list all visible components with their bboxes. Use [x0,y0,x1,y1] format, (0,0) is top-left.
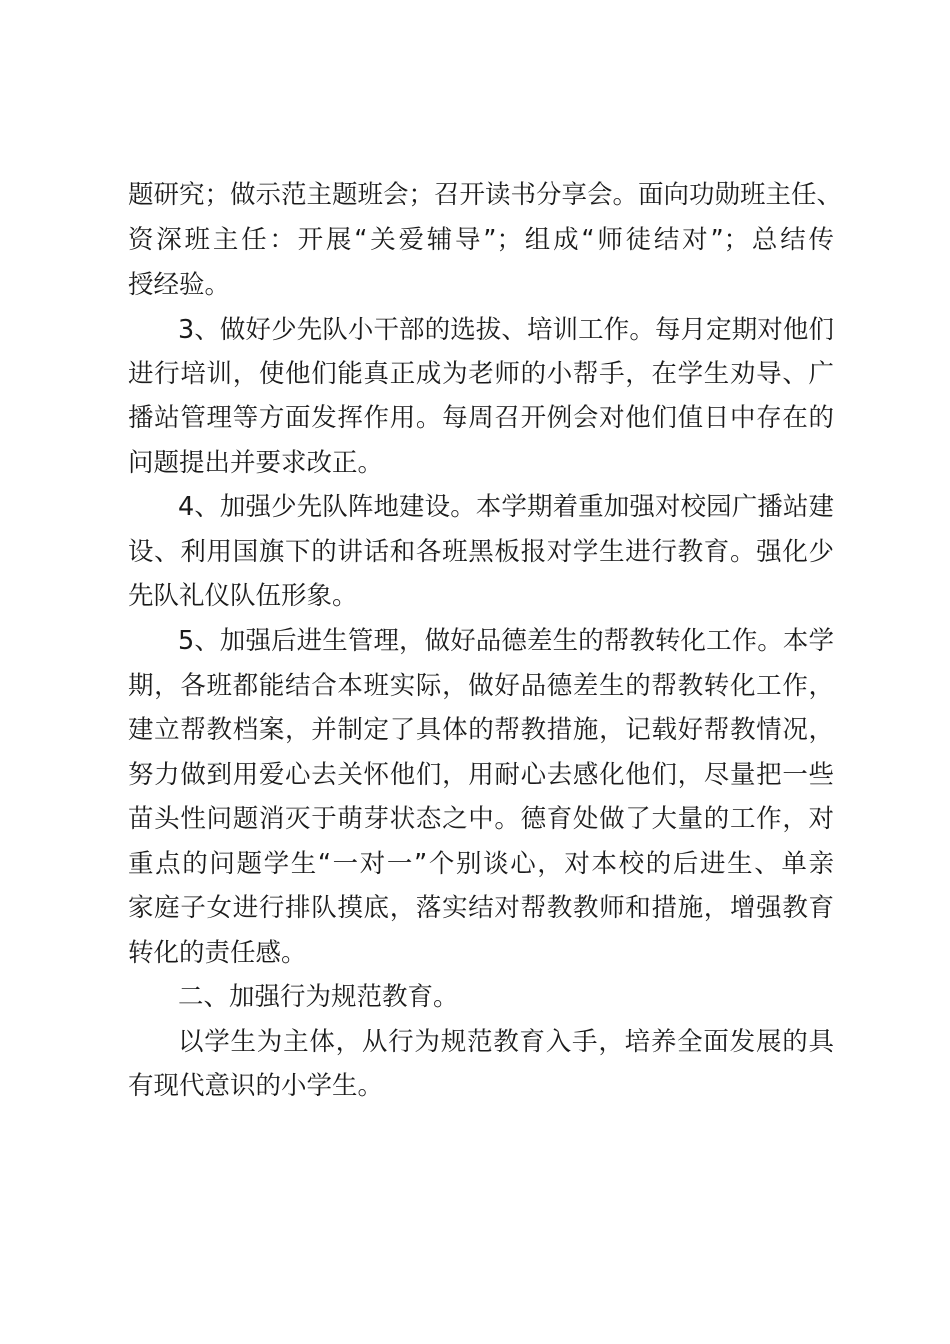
text-line: 苗头性问题消灭于萌芽状态之中。德育处做了大量的工作，对 [128,804,834,834]
text-line: 进行培训，使他们能真正成为老师的小帮手，在学生劝导、广 [128,359,834,389]
text-line: 转化的责任感。 [128,938,307,968]
text-line: 努力做到用爱心去关怀他们，用耐心去感化他们，尽量把一些 [128,760,834,790]
text-line: 题研究；做示范主题班会；召开读书分享会。面向功勋班主任、 [128,180,843,210]
text-line: 期，各班都能结合本班实际，做好品德差生的帮教转化工作， [128,671,834,701]
text-line: 问题提出并要求改正。 [128,448,384,478]
text-line: 以学生为主体，从行为规范教育入手，培养全面发展的具 [178,1027,834,1057]
text-line: 设、利用国旗下的讲话和各班黑板报对学生进行教育。强化少 [128,537,834,567]
text-line: 先队礼仪队伍形象。 [128,581,358,611]
text-line: 建立帮教档案，并制定了具体的帮教措施，记载好帮教情况， [128,715,834,745]
text-line: 5、加强后进生管理，做好品德差生的帮教转化工作。本学 [178,626,834,656]
section-heading: 二、加强行为规范教育。 [178,982,459,1012]
text-line: 重点的问题学生“一对一”个别谈心，对本校的后进生、单亲 [128,849,834,879]
text-line: 3、做好少先队小干部的选拔、培训工作。每月定期对他们 [178,315,834,345]
text-line: 4、加强少先队阵地建设。本学期着重加强对校园广播站建 [178,492,834,522]
text-line: 资深班主任：开展“关爱辅导”；组成“师徒结对”；总结传 [128,225,834,255]
text-line: 播站管理等方面发挥作用。每周召开例会对他们值日中存在的 [128,403,834,433]
text-line: 家庭子女进行排队摸底，落实结对帮教教师和措施，增强教育 [128,893,834,923]
text-line: 授经验。 [128,270,231,300]
text-line: 有现代意识的小学生。 [128,1071,384,1101]
